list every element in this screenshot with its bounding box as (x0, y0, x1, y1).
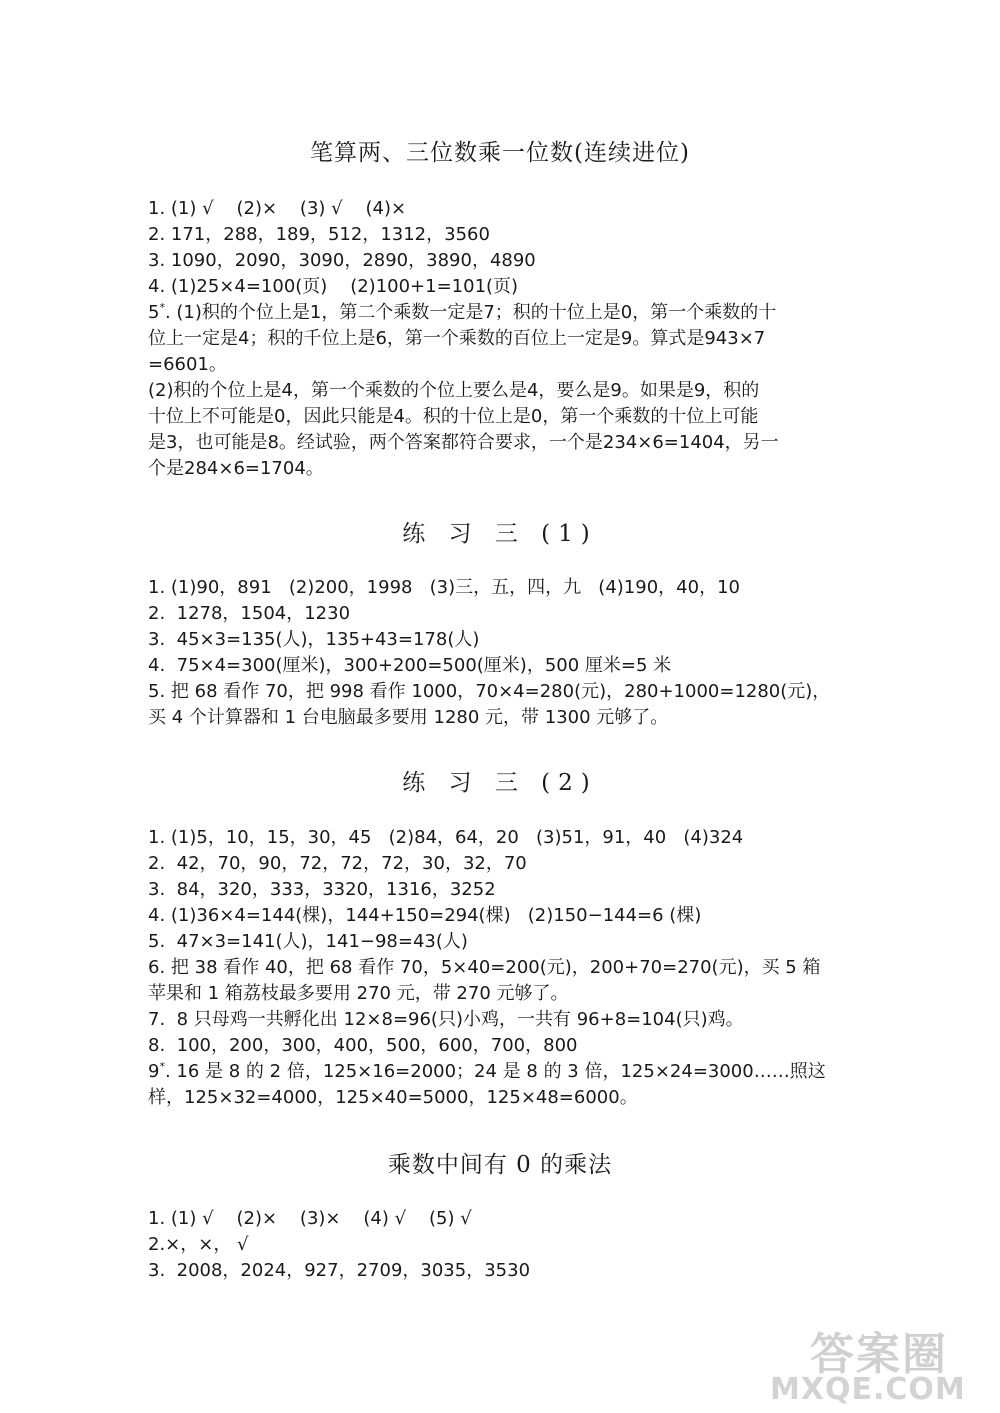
answer-line: 样，125×32=4000，125×40=5000，125×48=6000。 (148, 1087, 638, 1108)
asterisk-mark: * (159, 1060, 165, 1073)
answer-line: 1. (1)90，891 (2)200，1998 (3)三，五，四，九 (4)190，40，10 (148, 577, 740, 598)
answer-line: 3. 45×3=135(人)，135+43=178(人) (148, 629, 480, 650)
answer-line-9 (148, 1059, 868, 1085)
item-dot: . (164, 302, 177, 323)
item-number: 5 (148, 302, 160, 323)
watermark-logo: 答案圈 (810, 1329, 948, 1380)
section-title-3: 练 习 三 (2) (402, 770, 598, 796)
answer-line: 2. 42，70，90，72，72，72，30，32，70 (148, 853, 527, 874)
answer-line: 7. 8 只母鸡一共孵化出 12×8=96(只)小鸡，一共有 96+8=104(只)鸡。 (148, 1009, 744, 1030)
item-number: 9 (148, 1061, 160, 1082)
answer-line: 个是284×6=1704。 (148, 458, 324, 479)
answer-line: 5. 47×3=141(人)，141−98=43(人) (148, 931, 468, 952)
answer-line: 苹果和 1 箱荔枝最多要用 270 元，带 270 元够了。 (148, 983, 569, 1004)
answer-line: (2)积的个位上是4，第一个乘数的个位上要么是4，要么是9。如果是9，积的 (148, 380, 760, 401)
answer-line: 4. (1)36×4=144(棵)，144+150=294(棵) (2)150−144=6 (棵) (148, 905, 702, 926)
answer-line: 位上一定是4；积的千位上是6，第一个乘数的百位上一定是9。算式是943×7 (148, 328, 766, 349)
answer-line: 3. 84，320，333，3320，1316，3252 (148, 879, 496, 900)
watermark (770, 1318, 1000, 1413)
section-title-2: 练 习 三 (1) (402, 521, 598, 547)
item-dot: . (164, 1061, 171, 1082)
answer-line: 十位上不可能是0，因此只能是4。积的十位上是0，第一个乘数的十位上可能 (148, 406, 759, 427)
answer-line: 2.×，×， √ (148, 1234, 249, 1255)
answer-line: 1. (1) √ (2)× (3) √ (4)× (148, 198, 407, 219)
answer-line: 5. 把 68 看作 70，把 998 看作 1000，70×4=280(元)，280+1000=1280(元)， (148, 681, 831, 702)
answer-line: 3. 2008，2024，927，2709，3035，3530 (148, 1260, 531, 1281)
answer-line: 3. 1090，2090，3090，2890，3890，4890 (148, 250, 536, 271)
answer-line: 8. 100，200，300，400，500，600，700，800 (148, 1035, 578, 1056)
answer-line: 是3，也可能是8。经试验，两个答案都符合要求，一个是234×6=1404，另一 (148, 432, 779, 453)
section-title-1: 笔算两、三位数乘一位数(连续进位) (310, 140, 690, 166)
answer-text: (1)积的个位上是1，第二个乘数一定是7；积的十位上是0，第一个乘数的十 (176, 302, 777, 323)
answer-line: 1. (1) √ (2)× (3)× (4) √ (5) √ (148, 1208, 472, 1229)
answer-line: 1. (1)5，10，15，30，45 (2)84，64，20 (3)51，91，40 (4)324 (148, 827, 744, 848)
answer-line: 6. 把 38 看作 40，把 68 看作 70，5×40=200(元)，200+70=270(元)，买 5 箱 (148, 957, 821, 978)
watermark-url: MXQE.COM (770, 1372, 966, 1407)
section-title-4: 乘数中间有 0 的乘法 (387, 1152, 613, 1178)
answer-line: 2. 1278，1504，1230 (148, 603, 351, 624)
answer-line: 4. 75×4=300(厘米)，300+200=500(厘米)，500 厘米=5 米 (148, 655, 672, 676)
answer-text: 16 是 8 的 2 倍，125×16=2000；24 是 8 的 3 倍，125×24=3000……照这 (170, 1061, 826, 1082)
answer-line: 2. 171，288，189，512，1312，3560 (148, 224, 490, 245)
answer-line: =6601。 (148, 354, 227, 375)
answer-line-5 (148, 300, 868, 326)
answer-line: 4. (1)25×4=100(页) (2)100+1=101(页) (148, 276, 519, 297)
answer-line: 买 4 个计算器和 1 台电脑最多要用 1280 元，带 1300 元够了。 (148, 707, 669, 728)
asterisk-mark: * (159, 301, 165, 314)
